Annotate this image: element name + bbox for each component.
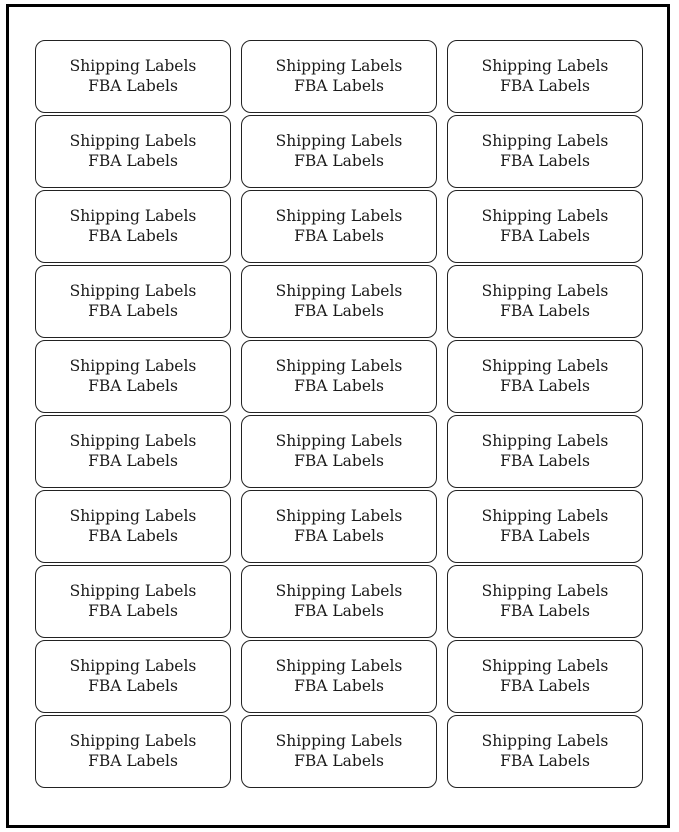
label-line-2: FBA Labels [294, 226, 384, 245]
label-line-1: Shipping Labels [275, 132, 403, 150]
label-line-2: FBA Labels [294, 301, 384, 320]
label-line-2: FBA Labels [294, 151, 384, 170]
shipping-label [35, 415, 231, 488]
label-line-2: FBA Labels [500, 301, 590, 320]
shipping-label [35, 265, 231, 338]
label-line-1: Shipping Labels [69, 282, 197, 300]
shipping-label [241, 190, 437, 263]
label-sheet [6, 4, 670, 828]
label-line-1: Shipping Labels [275, 732, 403, 750]
label-line-2: FBA Labels [294, 751, 384, 770]
label-line-2: FBA Labels [500, 751, 590, 770]
label-line-2: FBA Labels [88, 676, 178, 695]
label-line-1: Shipping Labels [275, 357, 403, 375]
label-line-1: Shipping Labels [275, 282, 403, 300]
shipping-label [447, 715, 643, 788]
shipping-label [35, 190, 231, 263]
label-line-2: FBA Labels [500, 226, 590, 245]
label-line-2: FBA Labels [88, 376, 178, 395]
label-line-1: Shipping Labels [275, 657, 403, 675]
label-line-1: Shipping Labels [481, 357, 609, 375]
shipping-label [447, 490, 643, 563]
shipping-label [241, 340, 437, 413]
shipping-label [447, 40, 643, 113]
label-line-2: FBA Labels [500, 601, 590, 620]
label-line-1: Shipping Labels [481, 432, 609, 450]
label-line-2: FBA Labels [294, 76, 384, 95]
label-line-2: FBA Labels [500, 676, 590, 695]
shipping-label [35, 115, 231, 188]
label-line-2: FBA Labels [500, 76, 590, 95]
label-line-1: Shipping Labels [275, 507, 403, 525]
label-line-1: Shipping Labels [69, 132, 197, 150]
label-line-2: FBA Labels [88, 151, 178, 170]
label-line-2: FBA Labels [88, 526, 178, 545]
shipping-label [241, 415, 437, 488]
label-line-1: Shipping Labels [481, 207, 609, 225]
label-line-1: Shipping Labels [69, 432, 197, 450]
shipping-label [447, 415, 643, 488]
label-line-2: FBA Labels [500, 151, 590, 170]
label-line-1: Shipping Labels [69, 657, 197, 675]
label-line-1: Shipping Labels [481, 507, 609, 525]
shipping-label [35, 640, 231, 713]
label-line-1: Shipping Labels [69, 507, 197, 525]
shipping-label [241, 265, 437, 338]
label-line-2: FBA Labels [294, 526, 384, 545]
label-line-2: FBA Labels [500, 451, 590, 470]
shipping-label [35, 490, 231, 563]
label-line-1: Shipping Labels [275, 432, 403, 450]
shipping-label [241, 40, 437, 113]
label-line-2: FBA Labels [88, 76, 178, 95]
label-line-2: FBA Labels [88, 451, 178, 470]
shipping-label [241, 640, 437, 713]
label-line-1: Shipping Labels [481, 282, 609, 300]
shipping-label [241, 490, 437, 563]
label-line-2: FBA Labels [294, 451, 384, 470]
shipping-label [35, 340, 231, 413]
label-line-2: FBA Labels [88, 301, 178, 320]
label-line-2: FBA Labels [294, 376, 384, 395]
shipping-label [447, 190, 643, 263]
shipping-label [447, 640, 643, 713]
shipping-label [447, 565, 643, 638]
shipping-label [447, 115, 643, 188]
label-line-1: Shipping Labels [481, 657, 609, 675]
label-line-2: FBA Labels [500, 376, 590, 395]
shipping-label [35, 565, 231, 638]
label-line-1: Shipping Labels [69, 207, 197, 225]
label-line-2: FBA Labels [88, 751, 178, 770]
label-line-2: FBA Labels [294, 601, 384, 620]
shipping-label [447, 340, 643, 413]
shipping-label [241, 565, 437, 638]
shipping-label [447, 265, 643, 338]
label-line-1: Shipping Labels [481, 732, 609, 750]
label-line-1: Shipping Labels [481, 132, 609, 150]
label-line-1: Shipping Labels [481, 582, 609, 600]
shipping-label [35, 40, 231, 113]
label-line-2: FBA Labels [500, 526, 590, 545]
label-line-1: Shipping Labels [275, 207, 403, 225]
shipping-label [35, 715, 231, 788]
label-line-1: Shipping Labels [481, 57, 609, 75]
label-line-2: FBA Labels [294, 676, 384, 695]
label-line-2: FBA Labels [88, 226, 178, 245]
shipping-label [241, 715, 437, 788]
label-line-1: Shipping Labels [69, 732, 197, 750]
label-line-1: Shipping Labels [275, 57, 403, 75]
label-line-1: Shipping Labels [69, 582, 197, 600]
shipping-label [241, 115, 437, 188]
label-line-1: Shipping Labels [69, 357, 197, 375]
label-line-1: Shipping Labels [69, 57, 197, 75]
label-line-1: Shipping Labels [275, 582, 403, 600]
label-line-2: FBA Labels [88, 601, 178, 620]
